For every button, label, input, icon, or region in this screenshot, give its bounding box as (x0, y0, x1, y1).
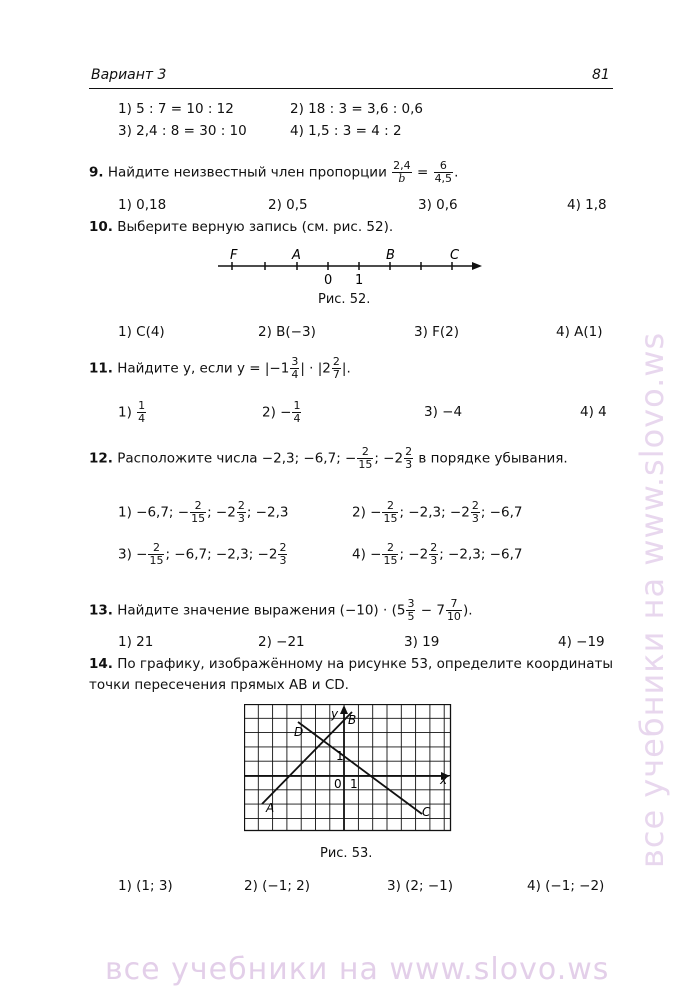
q11-expr-end: |. (341, 360, 351, 377)
q12-option-1: 1) −6,7; − $\frac{2}{15}$ ; −2 $\frac{2}{3}$ ; −2,3 (118, 499, 289, 525)
q12-question (89, 446, 568, 471)
q11-text: Найдите y, если y = (117, 360, 261, 377)
q13-question (89, 598, 473, 623)
point-label-f: F (230, 248, 238, 263)
q11-option-2: 2) − $\frac{1}{4}$ (262, 399, 301, 425)
q12-option-2: 2) − $\frac{2}{15}$ ; −2,3; −2 $\frac{2}{3}$ ; −6,7 (352, 499, 523, 525)
q10-option-2: 2) B(−3) (258, 324, 316, 340)
q10-option-1: 1) C(4) (118, 324, 165, 340)
side-watermark: все учебники на www.slovo.ws (633, 331, 671, 868)
figure-53-caption: Рис. 53. (320, 846, 373, 861)
q13-fraction-b: $\frac{7}{10}$ (446, 597, 461, 623)
q14-option-3: 3) (2; −1) (387, 878, 454, 894)
q8-option-1: 1) 5 : 7 = 10 : 12 (118, 101, 234, 117)
q14-question-line-2: точки пересечения прямых AB и CD. (89, 677, 349, 693)
q9-fraction-1: $\frac{2,4}{b}$ (393, 159, 411, 185)
q10-option-3: 3) F(2) (414, 324, 460, 340)
q13-option-3: 3) 19 (404, 634, 440, 650)
q10-number: 10. (89, 219, 113, 235)
q9-option-1: 1) 0,18 (118, 197, 167, 213)
header-rule (89, 88, 613, 89)
q8-option-3: 3) 2,4 : 8 = 30 : 10 (118, 123, 247, 139)
q14-option-1: 1) (1; 3) (118, 878, 173, 894)
q13-end: ). (462, 602, 473, 619)
q9-option-3: 3) 0,6 (418, 197, 458, 213)
q12-number: 12. (89, 450, 113, 467)
q13-text: Найдите значение выражения (−10) · (5 (117, 602, 406, 619)
q11-expr-mid: | · |2 (300, 360, 331, 377)
point-label-b: B (348, 713, 357, 727)
q12-option-3: 3) − $\frac{2}{15}$ ; −6,7; −2,3; −2 $\frac{2}{3}$ (118, 541, 287, 567)
point-label-a: A (266, 801, 275, 815)
figure-52-number-line (210, 244, 490, 286)
q8-option-4: 4) 1,5 : 3 = 4 : 2 (290, 123, 402, 139)
figure-53-graph (244, 704, 456, 834)
q14-option-4: 4) (−1; −2) (527, 878, 605, 894)
axis-label-y: y (331, 707, 339, 721)
q11-fraction-b: $\frac{2}{7}$ (332, 355, 340, 381)
point-label-d: D (294, 725, 304, 739)
q11-fraction-a: $\frac{3}{4}$ (291, 355, 299, 381)
q9-period: . (454, 164, 459, 181)
q10-text: Выберите верную запись (см. рис. 52). (117, 219, 394, 235)
q13-option-1: 1) 21 (118, 634, 154, 650)
q9-fraction-2: $\frac{6}{4,5}$ (434, 159, 453, 185)
q14-option-2: 2) (−1; 2) (244, 878, 311, 894)
q11-option-1: 1) $\frac{1}{4}$ (118, 399, 146, 425)
q12-fraction-b: $\frac{2}{3}$ (405, 445, 413, 471)
q11-option-3: 3) −4 (424, 404, 463, 420)
q13-number: 13. (89, 602, 113, 619)
q9-equals: = (416, 164, 429, 181)
y-unit-label: 1 (336, 749, 344, 763)
bottom-watermark: все учебники на www.slovo.ws (105, 952, 610, 987)
point-label-c: C (450, 248, 460, 263)
q13-mid: − 7 (420, 602, 445, 619)
q13-fraction-a: $\frac{3}{5}$ (407, 597, 415, 623)
q12-text-a: Расположите числа −2,3; −6,7; − (117, 450, 357, 467)
q9-text: Найдите неизвестный член пропорции (107, 164, 387, 181)
q12-text-c: в порядке убывания. (418, 450, 568, 467)
q9-option-4: 4) 1,8 (567, 197, 607, 213)
x-unit-label: 1 (350, 777, 358, 791)
figure-52-caption: Рис. 52. (318, 292, 371, 307)
q14-line1: По графику, изображённому на рисунке 53, определите координаты (117, 656, 614, 672)
q11-question (89, 356, 351, 381)
q11-option-4: 4) 4 (580, 404, 607, 420)
q9-option-2: 2) 0,5 (268, 197, 308, 213)
point-label-a: A (292, 248, 301, 263)
q12-fraction-a: $\frac{2}{15}$ (358, 445, 373, 471)
q14-question-line-1 (89, 656, 613, 672)
point-label-b: B (386, 248, 395, 263)
q11-number: 11. (89, 360, 113, 377)
q10-question (89, 219, 393, 235)
q10-option-4: 4) A(1) (556, 324, 603, 340)
point-label-c: C (422, 805, 431, 819)
q9-question (89, 160, 458, 185)
q11-expr-a: |−1 (264, 360, 290, 377)
q8-option-2: 2) 18 : 3 = 3,6 : 0,6 (290, 101, 424, 117)
q14-number: 14. (89, 656, 113, 672)
tick-label-1: 1 (355, 273, 364, 286)
q13-option-2: 2) −21 (258, 634, 305, 650)
axis-label-x: x (440, 773, 448, 787)
q12-option-4: 4) − $\frac{2}{15}$ ; −2 $\frac{2}{3}$ ; −2,3; −6,7 (352, 541, 523, 567)
q13-option-4: 4) −19 (558, 634, 605, 650)
origin-label: 0 (334, 777, 342, 791)
page-number: 81 (592, 67, 610, 83)
q12-text-b: ; −2 (374, 450, 404, 467)
tick-label-0: 0 (324, 273, 333, 286)
running-header-title: Вариант 3 (91, 67, 167, 83)
q9-number: 9. (89, 164, 104, 181)
